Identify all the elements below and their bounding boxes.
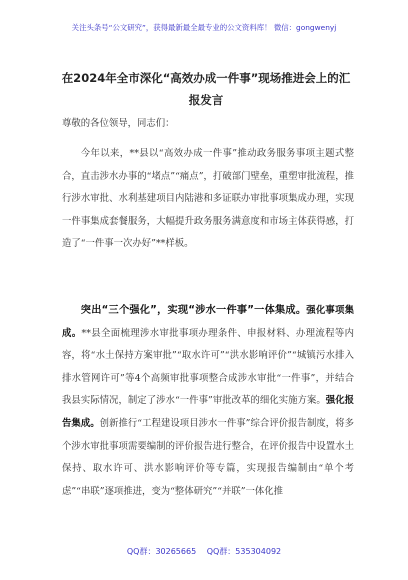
footer (0, 546, 408, 557)
greeting: 尊敬的各位领导，同志们： (62, 118, 175, 129)
subheading-item-integration: 强化事项集成。 (62, 305, 354, 339)
paragraph-2-text-1: **县全面梳理涉水审批事项办理条件、申报材料、办理流程等内容，将“水土保持方案审批”“取水许可”“洪水影响评价”“城镇污水排入排水管网许可”等4个高频审批事项整合成涉水审批“一件事”，并结合我县实际情况，制定了涉水“一件事”审批改革的细化实施方案。 (62, 327, 354, 407)
header-banner[interactable]: 关注头条号“公文研究”，获得最新最全最专业的公文资料库！ 微信：gongwenyj (71, 23, 337, 32)
document-title: 在2024年全市深化“高效办成一件事”现场推进会上的汇报发言 (61, 71, 351, 107)
paragraph-2 (62, 300, 354, 503)
footer-qq-group-2[interactable]: QQ群：535304092 (206, 547, 282, 556)
paragraph-1: 今年以来，**县以“高效办成一件事”推动政务服务事项主题式整合，直击涉水办事的“堵点”“痛点”，打破部门壁垒，重塑审批流程，推行涉水审批、水利基建项目内陆港和多证联办审批事项集成办理，实现一件事集成套餐服务，大幅提升政务服务满意度和市场主体获得感，打造了“一件事一次办好”**样板。 (62, 148, 354, 250)
footer-qq-group-1[interactable]: QQ群：30265665 (126, 547, 197, 556)
subheading-report-integration: 强化报告集成。 (62, 395, 354, 429)
paragraph-2-text-2: 创新推行“工程建设项目涉水一件事”综合评价报告制度，将多个涉水审批事项需要编制的评价报告进行整合，在评价报告中设置水土保持、取水许可、洪水影响评价等专篇，实现报告编制由“单个考虑”“串联”逐项推进，变为“整体研究”“并联”一体化推 (62, 417, 354, 497)
section-heading: 突出“三个强化”，实现“涉水一件事”一体集成。 (80, 305, 307, 316)
